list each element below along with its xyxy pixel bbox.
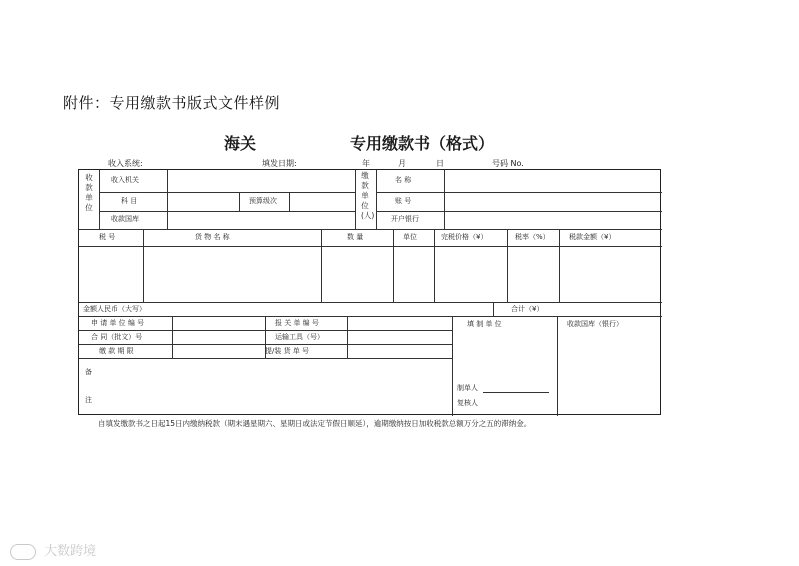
divider (376, 170, 377, 229)
goods-header-tax-amount: 税款金额（¥） (569, 233, 616, 241)
divider (79, 229, 662, 230)
watermark-text: 大数跨境 (44, 544, 97, 559)
remarks-label-2: 注 (85, 396, 92, 404)
divider (393, 229, 394, 302)
number-label: 号码 No. (492, 159, 524, 168)
payee-side-label: 收 款 单 位 (85, 173, 93, 212)
divider (507, 229, 508, 302)
amount-in-words-label: 金额人民币（大写） (83, 305, 146, 313)
payer-account-label: 账 号 (395, 197, 412, 205)
goods-header-name: 货 物 名 称 (195, 233, 230, 241)
form-title-main: 专用缴款书（格式） (350, 134, 495, 153)
year-label: 年 (362, 159, 370, 168)
payer-side-label: 缴 款 单 位 (人) (361, 171, 375, 220)
divider (321, 229, 322, 302)
goods-header-duty-price: 完税价格（¥） (441, 233, 488, 241)
attachment-caption: 附件：专用缴款书版式文件样例 (63, 94, 281, 112)
divider (355, 170, 356, 229)
month-label: 月 (398, 159, 406, 168)
applicant-code-label: 申 请 单 位 编 号 (91, 319, 145, 327)
subject-label: 科 目 (121, 197, 138, 205)
divider (444, 170, 445, 229)
divider (347, 316, 348, 358)
goods-header-unit: 单位 (403, 233, 417, 241)
day-label: 日 (436, 159, 444, 168)
divider (79, 358, 452, 359)
customs-declaration-label: 报 关 单 编 号 (275, 319, 319, 327)
divider (376, 211, 662, 212)
divider (559, 229, 560, 302)
collecting-authority-label: 收入机关 (111, 176, 139, 184)
divider (376, 192, 662, 193)
divider (99, 211, 355, 212)
receiving-treasury-label: 收款国库 (111, 215, 139, 223)
divider (493, 302, 494, 316)
bank-receipt-label: 收款国库（银行） (567, 320, 623, 328)
divider (79, 246, 662, 247)
divider (452, 316, 453, 416)
divider (99, 170, 100, 229)
payment-form (78, 169, 661, 415)
watermark (10, 540, 96, 560)
divider (143, 229, 144, 302)
fill-unit-label: 填 制 单 位 (467, 320, 502, 328)
maker-signature-line (483, 392, 549, 393)
income-system-label: 收入系统: (108, 159, 143, 168)
budget-level-label: 预算级次 (249, 197, 277, 205)
issue-date-label: 填发日期: (262, 159, 297, 168)
divider (557, 316, 558, 416)
transport-label: 运输工具（号） (275, 333, 324, 341)
form-title (0, 131, 799, 155)
divider (79, 302, 662, 303)
payer-bank-label: 开户银行 (391, 215, 419, 223)
watermark-logo-icon (10, 544, 36, 560)
contract-label: 合 同（批文）号 (91, 333, 143, 341)
divider (239, 192, 240, 211)
payment-notice: 自填发缴款书之日起15日内缴纳税款（期末遇星期六、星期日或法定节假日顺延），逾期缴纳按日加收税款总额万分之五的滞纳金。 (98, 419, 532, 428)
payment-deadline-label: 缴 款 期 限 (99, 347, 134, 355)
goods-header-tax-rate: 税率（%） (515, 233, 550, 241)
goods-header-quantity: 数 量 (347, 233, 364, 241)
goods-header-tax-no: 税 号 (99, 233, 116, 241)
bill-of-lading-label: 提/装 货 单 号 (265, 347, 310, 355)
divider (99, 192, 355, 193)
payer-name-label: 名 称 (395, 176, 412, 184)
divider (79, 316, 662, 317)
form-title-customs: 海关 (224, 134, 257, 153)
reviewer-label: 复核人 (457, 399, 478, 407)
divider (167, 170, 168, 229)
divider (289, 192, 290, 211)
total-label: 合计（¥） (511, 305, 544, 313)
remarks-label: 备 (85, 368, 92, 376)
divider (172, 316, 173, 358)
maker-label: 制单人 (457, 384, 478, 392)
divider (434, 229, 435, 302)
